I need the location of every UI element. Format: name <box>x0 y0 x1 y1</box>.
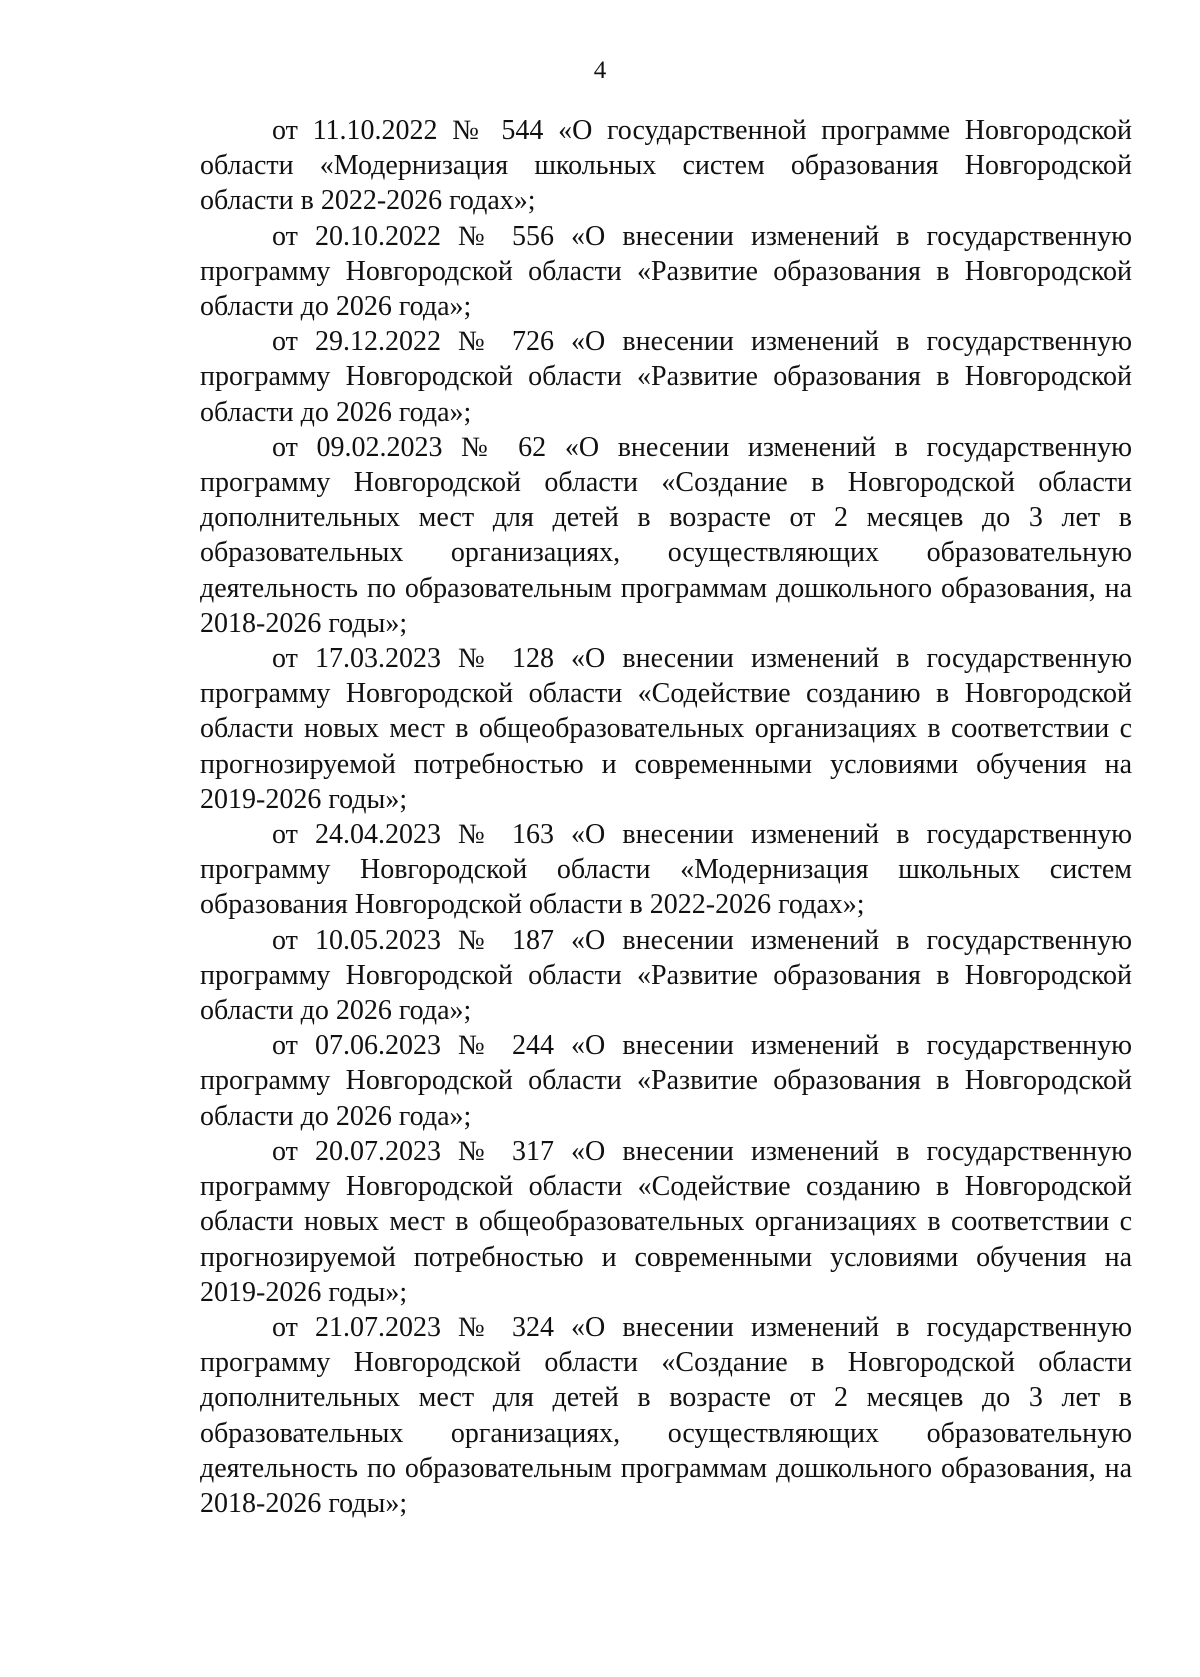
document-entry: от 20.10.2022 № 556 «О внесении изменений в государственную программу Новгородской области «Развитие образования в Новгородской области до 2026 года»; <box>200 220 1132 323</box>
document-entry: от 21.07.2023 № 324 «О внесении изменений в государственную программу Новгородской области «Создание в Новгородской области дополнительных мест для детей в возрасте от 2 месяцев до 3 лет в образовательных организациях, осуществляющих образовательную деятельность по образовательным программам дошкольного образования, на 2018-2026 годы»; <box>200 1311 1132 1519</box>
page-number: 4 <box>593 57 607 84</box>
document-entry: от 24.04.2023 № 163 «О внесении изменений в государственную программу Новгородской области «Модернизация школьных систем образования Новгородской области в 2022-2026 годах»; <box>200 819 1132 921</box>
document-entry: от 20.07.2023 № 317 «О внесении изменений в государственную программу Новгородской области «Содействие созданию в Новгородской области новых мест в общеобразовательных организациях в соответствии с прогнозируемой потребностью и современными условиями обучения на 2019-2026 годы»; <box>200 1135 1132 1308</box>
document-body <box>200 113 1132 1521</box>
document-entry: от 07.06.2023 № 244 «О внесении изменений в государственную программу Новгородской области «Развитие образования в Новгородской области до 2026 года»; <box>200 1030 1132 1132</box>
document-entry: от 11.10.2022 № 544 «О государственной программе Новгородской области «Модернизация школьных систем образования Новгородской области в 2022-2026 годах»; <box>200 115 1132 217</box>
document-entry: от 09.02.2023 № 62 «О внесении изменений в государственную программу Новгородской области «Создание в Новгородской области дополнительных мест для детей в возрасте от 2 месяцев до 3 лет в образовательных организациях, осуществляющих образовательную деятельность по образовательным программам дошкольного образования, на 2018-2026 годы»; <box>200 431 1132 639</box>
document-entry: от 10.05.2023 № 187 «О внесении изменений в государственную программу Новгородской области «Развитие образования в Новгородской области до 2026 года»; <box>200 924 1132 1027</box>
document-entry: от 17.03.2023 № 128 «О внесении изменений в государственную программу Новгородской области «Содействие созданию в Новгородской области новых мест в общеобразовательных организациях в соответствии с прогнозируемой потребностью и современными условиями обучения на 2019-2026 годы»; <box>200 643 1132 815</box>
document-entry: от 29.12.2022 № 726 «О внесении изменений в государственную программу Новгородской области «Развитие образования в Новгородской области до 2026 года»; <box>200 326 1132 428</box>
